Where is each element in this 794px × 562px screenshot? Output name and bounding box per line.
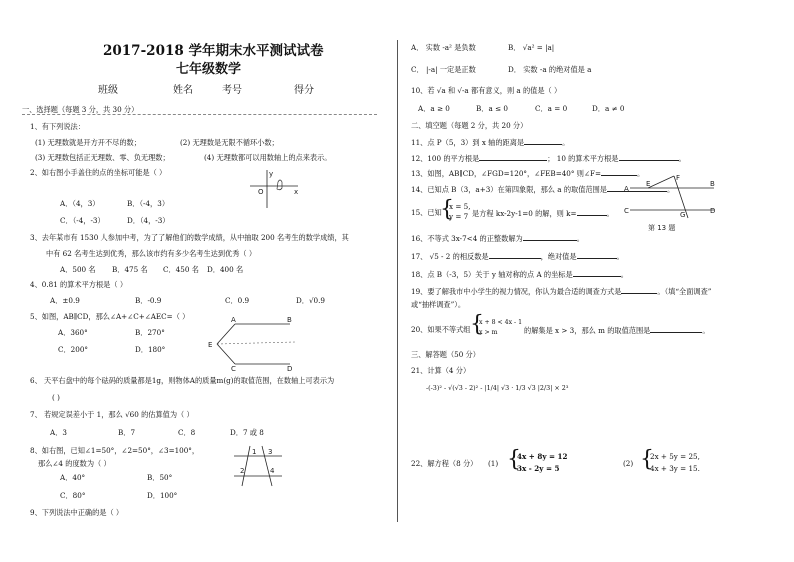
- q4-option-a: A．±0.9: [50, 296, 80, 305]
- q5-label-a: A: [231, 316, 236, 324]
- q8-option-c: C．80°: [60, 491, 86, 500]
- q9-stem: 9、下列说法中正确的是（ ）: [30, 508, 124, 517]
- q4-option-b: B．-0.9: [135, 296, 162, 305]
- q9-option-d: D． 实数 -a 的绝对值是 a: [508, 65, 592, 74]
- q16-answer-blank[interactable]: [523, 233, 577, 241]
- q12-answer-blank-2[interactable]: [619, 153, 679, 161]
- q1-statement-4: (4) 无理数都可以用数轴上的点来表示。: [204, 153, 332, 162]
- q8-option-b: B．50°: [147, 473, 173, 482]
- header-separator: [22, 114, 377, 115]
- q2-option-b: B．（-4，3）: [127, 199, 170, 208]
- q20-text: 的解集是 x > 3，那么 m 的取值范围是: [524, 326, 651, 335]
- q8-label-1: 1: [252, 448, 257, 456]
- q5-option-a: A．360°: [58, 328, 88, 337]
- q16-end: 。: [576, 234, 584, 243]
- q9-option-c: C． |-a| 一定是正数: [411, 65, 476, 74]
- q11-text: 11、点 P（5，3）到 x 轴的距离是: [411, 138, 525, 147]
- q10-option-b: B．a ≤ 0: [476, 104, 508, 113]
- q15-eq-2: y = 7: [449, 212, 469, 221]
- q20-eq-1: x + 8 < 4x - 1: [479, 319, 523, 326]
- q7-stem: 7、 若规定误差小于 1，那么 √60 的估算值为（ ）: [30, 410, 194, 419]
- q1-statement-3: (3) 无理数包括正无理数、零、负无理数；: [35, 153, 170, 162]
- q15-pre: 15、已知: [411, 208, 442, 217]
- q18-text: 18、点 B（-3，5）关于 y 轴对称的点 A 的坐标是: [411, 270, 573, 279]
- q19-line-2: 或“抽样调查”）。: [411, 300, 466, 309]
- field-class: 班级: [98, 85, 118, 96]
- q13-text: 13、如图，AB∥CD，∠FGD=120°，∠FEB=40° 则∠F=: [411, 169, 601, 178]
- q21-expression: -(-3)² - √(√3 - 2)² - |1/4| √3 · 1/3 √3 |2/3| × 2³: [426, 384, 569, 392]
- q15-eq-1: x = 5,: [449, 202, 471, 211]
- q19-text: 19、要了解我市中小学生的视力情况，你认为最合适的调查方式是: [411, 287, 622, 296]
- q18-end: 。: [620, 270, 628, 279]
- q18-answer-blank[interactable]: [573, 269, 621, 277]
- q13-label-b: B: [710, 180, 715, 188]
- q5-label-c: C: [231, 365, 236, 373]
- q2-x-label: x: [294, 188, 299, 196]
- q4-option-c: C．0.9: [225, 296, 250, 305]
- q5-option-c: C．200°: [58, 345, 88, 354]
- q22-part-1-eq-1: 4x + 8y = 12: [517, 452, 568, 461]
- q7-option-a: A．3: [50, 428, 67, 437]
- q13: [411, 168, 644, 178]
- exam-title: 2017-2018 学年期末水平测试试卷: [103, 43, 324, 59]
- field-exam-number: 考号: [222, 85, 242, 96]
- q2-option-d: D．（4，-3）: [127, 216, 170, 225]
- q11-end: 。: [562, 138, 570, 147]
- q15-text: 是方程 kx-2y-1=0 的解，则 k=: [472, 209, 577, 218]
- q22-part-2-brace: {: [640, 447, 654, 472]
- q17-answer-blank-2[interactable]: [577, 251, 617, 259]
- q1-statement-1: (1) 无理数就是开方开不尽的数；: [35, 138, 141, 147]
- q12-answer-blank-1[interactable]: [479, 153, 547, 161]
- q9-option-b: B． √a² = |a|: [508, 43, 555, 52]
- q5-stem: 5、如图，AB∥CD，那么∠A+∠C+∠AEC=（ ）: [30, 312, 190, 321]
- q13-label-f: F: [676, 174, 681, 182]
- q11: [411, 137, 569, 147]
- q22-part-2-eq-1: 2x + 5y = 25,: [650, 452, 700, 461]
- q19-answer-blank[interactable]: [621, 286, 657, 294]
- q21-stem: 21、计算（4 分）: [411, 366, 471, 375]
- q3-option-c: C．450 名: [163, 265, 199, 274]
- q12-end: 。: [678, 154, 686, 163]
- q18: [411, 269, 628, 279]
- q15-brace: {: [440, 197, 454, 222]
- q12-text: 12、100 的平方根是: [411, 154, 480, 163]
- q10-option-d: D．a ≠ 0: [592, 104, 625, 113]
- q5-aux-line: [217, 342, 295, 344]
- column-divider: [397, 40, 398, 522]
- section-choice-heading: 一、选择题（每题 3 分，共 30 分）: [22, 105, 139, 114]
- q15-end: 。: [606, 209, 614, 218]
- q16-text: 16、不等式 3x-7<4 的正整数解为: [411, 234, 523, 243]
- hand-icon: [277, 180, 282, 190]
- q22-stem: 22、解方程（8 分）: [411, 459, 478, 468]
- q4-stem: 4、0.81 的算术平方根是（ ）: [30, 280, 128, 289]
- q8-figure: [232, 444, 284, 488]
- q5-segment-ae: [217, 324, 235, 344]
- q8-option-d: D．100°: [147, 491, 178, 500]
- q13-label-a: A: [624, 185, 629, 193]
- q1-stem: 1、有下列说法：: [30, 122, 85, 131]
- q13-label-d: D: [710, 207, 716, 215]
- q20-eq-2: x > m: [479, 329, 498, 336]
- q7-option-c: C．8: [178, 428, 196, 437]
- q2-y-label: y: [269, 170, 274, 178]
- q22-part-2-label: (2): [623, 459, 634, 468]
- q20-pre: 20、如果不等式组: [411, 325, 471, 334]
- q17-end: 。: [616, 252, 624, 261]
- q12: [411, 153, 686, 163]
- q12-mid: ； 10 的算术平方根是: [547, 154, 619, 163]
- q9-option-a: A． 实数 -a² 是负数: [411, 43, 476, 52]
- q8-label-3: 3: [268, 448, 273, 456]
- q3-line-1: 3、去年某市有 1530 人参加中考，为了了解他们的数学成绩，从中抽取 200 名考生的数学成绩，其: [30, 233, 349, 242]
- q19-line-1: [411, 286, 711, 296]
- q5-label-d: D: [287, 365, 293, 373]
- q10-option-a: A．a ≥ 0: [418, 104, 450, 113]
- q19-line-1-end: 。（填“全面调查”: [657, 287, 712, 296]
- q8-label-4: 4: [270, 467, 275, 475]
- q5-figure: [205, 316, 300, 372]
- q6-line-1: 6、 天平右盘中的每个砝码的质量都是1g，则物体A的质量m(g)的取值范围，在数轴上可表示为: [30, 376, 335, 385]
- q20: [524, 325, 710, 335]
- q14-text: 14、已知点 B（3，a+3）在第四象限，那么 a 的取值范围是: [411, 185, 607, 194]
- q2-option-a: A．（4，3）: [60, 199, 100, 208]
- q1-statement-2: (2) 无理数是无限不循环小数；: [180, 138, 279, 147]
- q8-transversal-left: [242, 446, 250, 486]
- q22-part-1-eq-2: 3x - 2y = 5: [517, 464, 560, 473]
- section-fill-heading: 二、填空题（每题 2 分，共 20 分）: [411, 121, 528, 130]
- q13-caption: 第 13 题: [648, 224, 676, 232]
- q13-end: 。: [636, 169, 645, 178]
- q14-end: 。: [666, 185, 675, 194]
- q20-answer-blank[interactable]: [650, 325, 702, 333]
- q15: [472, 208, 614, 218]
- q6-line-2: ( ): [52, 393, 60, 402]
- q22-part-1-brace: {: [507, 447, 521, 472]
- q3-option-d: D．400 名: [207, 265, 244, 274]
- q22-part-2-eq-2: 4x + 3y = 15.: [650, 464, 700, 473]
- q14: [411, 184, 674, 194]
- q3-line-2: 中有 62 名考生达到优秀，那么该市约有多少名考生达到优秀（ ）: [46, 249, 257, 258]
- q10-stem: 10、若 √a 和 √-a 都有意义，则 a 的值是（ ）: [411, 86, 562, 95]
- q8-line-2: 那么∠4 的度数为（ ）: [38, 459, 111, 468]
- q2-stem: 2、如右图小手盖住的点的坐标可能是（ ）: [30, 168, 167, 177]
- q11-answer-blank[interactable]: [524, 137, 562, 145]
- q14-answer-blank[interactable]: [607, 184, 667, 192]
- q13-label-g: G: [680, 211, 686, 219]
- field-name: 姓名: [173, 85, 193, 96]
- q22-part-1-label: (1): [488, 459, 499, 468]
- q20-end: 。: [702, 326, 710, 335]
- field-score: 得分: [294, 85, 314, 96]
- q4-option-d: D．√0.9: [296, 296, 325, 305]
- section-solve-heading: 三、解答题（50 分）: [411, 350, 480, 359]
- q2-option-c: C．（-4，-3）: [60, 216, 105, 225]
- q13-figure: [622, 172, 722, 234]
- q17-answer-blank-1[interactable]: [489, 251, 541, 259]
- q3-option-a: A．500 名: [60, 265, 96, 274]
- q16: [411, 233, 584, 243]
- q20-brace: {: [470, 312, 484, 337]
- q10-option-c: C．a = 0: [535, 104, 568, 113]
- q5-segment-ec: [217, 344, 235, 364]
- q3-option-b: B．475 名: [112, 265, 148, 274]
- q8-label-2: 2: [240, 467, 245, 475]
- q5-label-e: E: [208, 341, 213, 349]
- q2-figure: [250, 170, 300, 210]
- q7-option-d: D．7 或 8: [230, 428, 264, 437]
- q17-text: 17、 √5 - 2 的相反数是: [411, 252, 489, 261]
- q5-option-d: D．180°: [135, 345, 166, 354]
- q8-line-1: 8、如右图，已知∠1=50°，∠2=50°，∠3=100°，: [30, 446, 200, 455]
- q5-label-b: B: [287, 316, 292, 324]
- q5-option-b: B．270°: [135, 328, 165, 337]
- q13-label-e: E: [646, 180, 651, 188]
- q17: [411, 251, 624, 261]
- q13-label-c: C: [624, 207, 629, 215]
- exam-subtitle: 七年级数学: [176, 62, 242, 77]
- q2-origin-label: O: [258, 188, 264, 196]
- q8-option-a: A．40°: [60, 473, 86, 482]
- q15-answer-blank[interactable]: [577, 208, 607, 216]
- q17-mid: ，绝对值是: [540, 252, 577, 261]
- q7-option-b: B．7: [118, 428, 136, 437]
